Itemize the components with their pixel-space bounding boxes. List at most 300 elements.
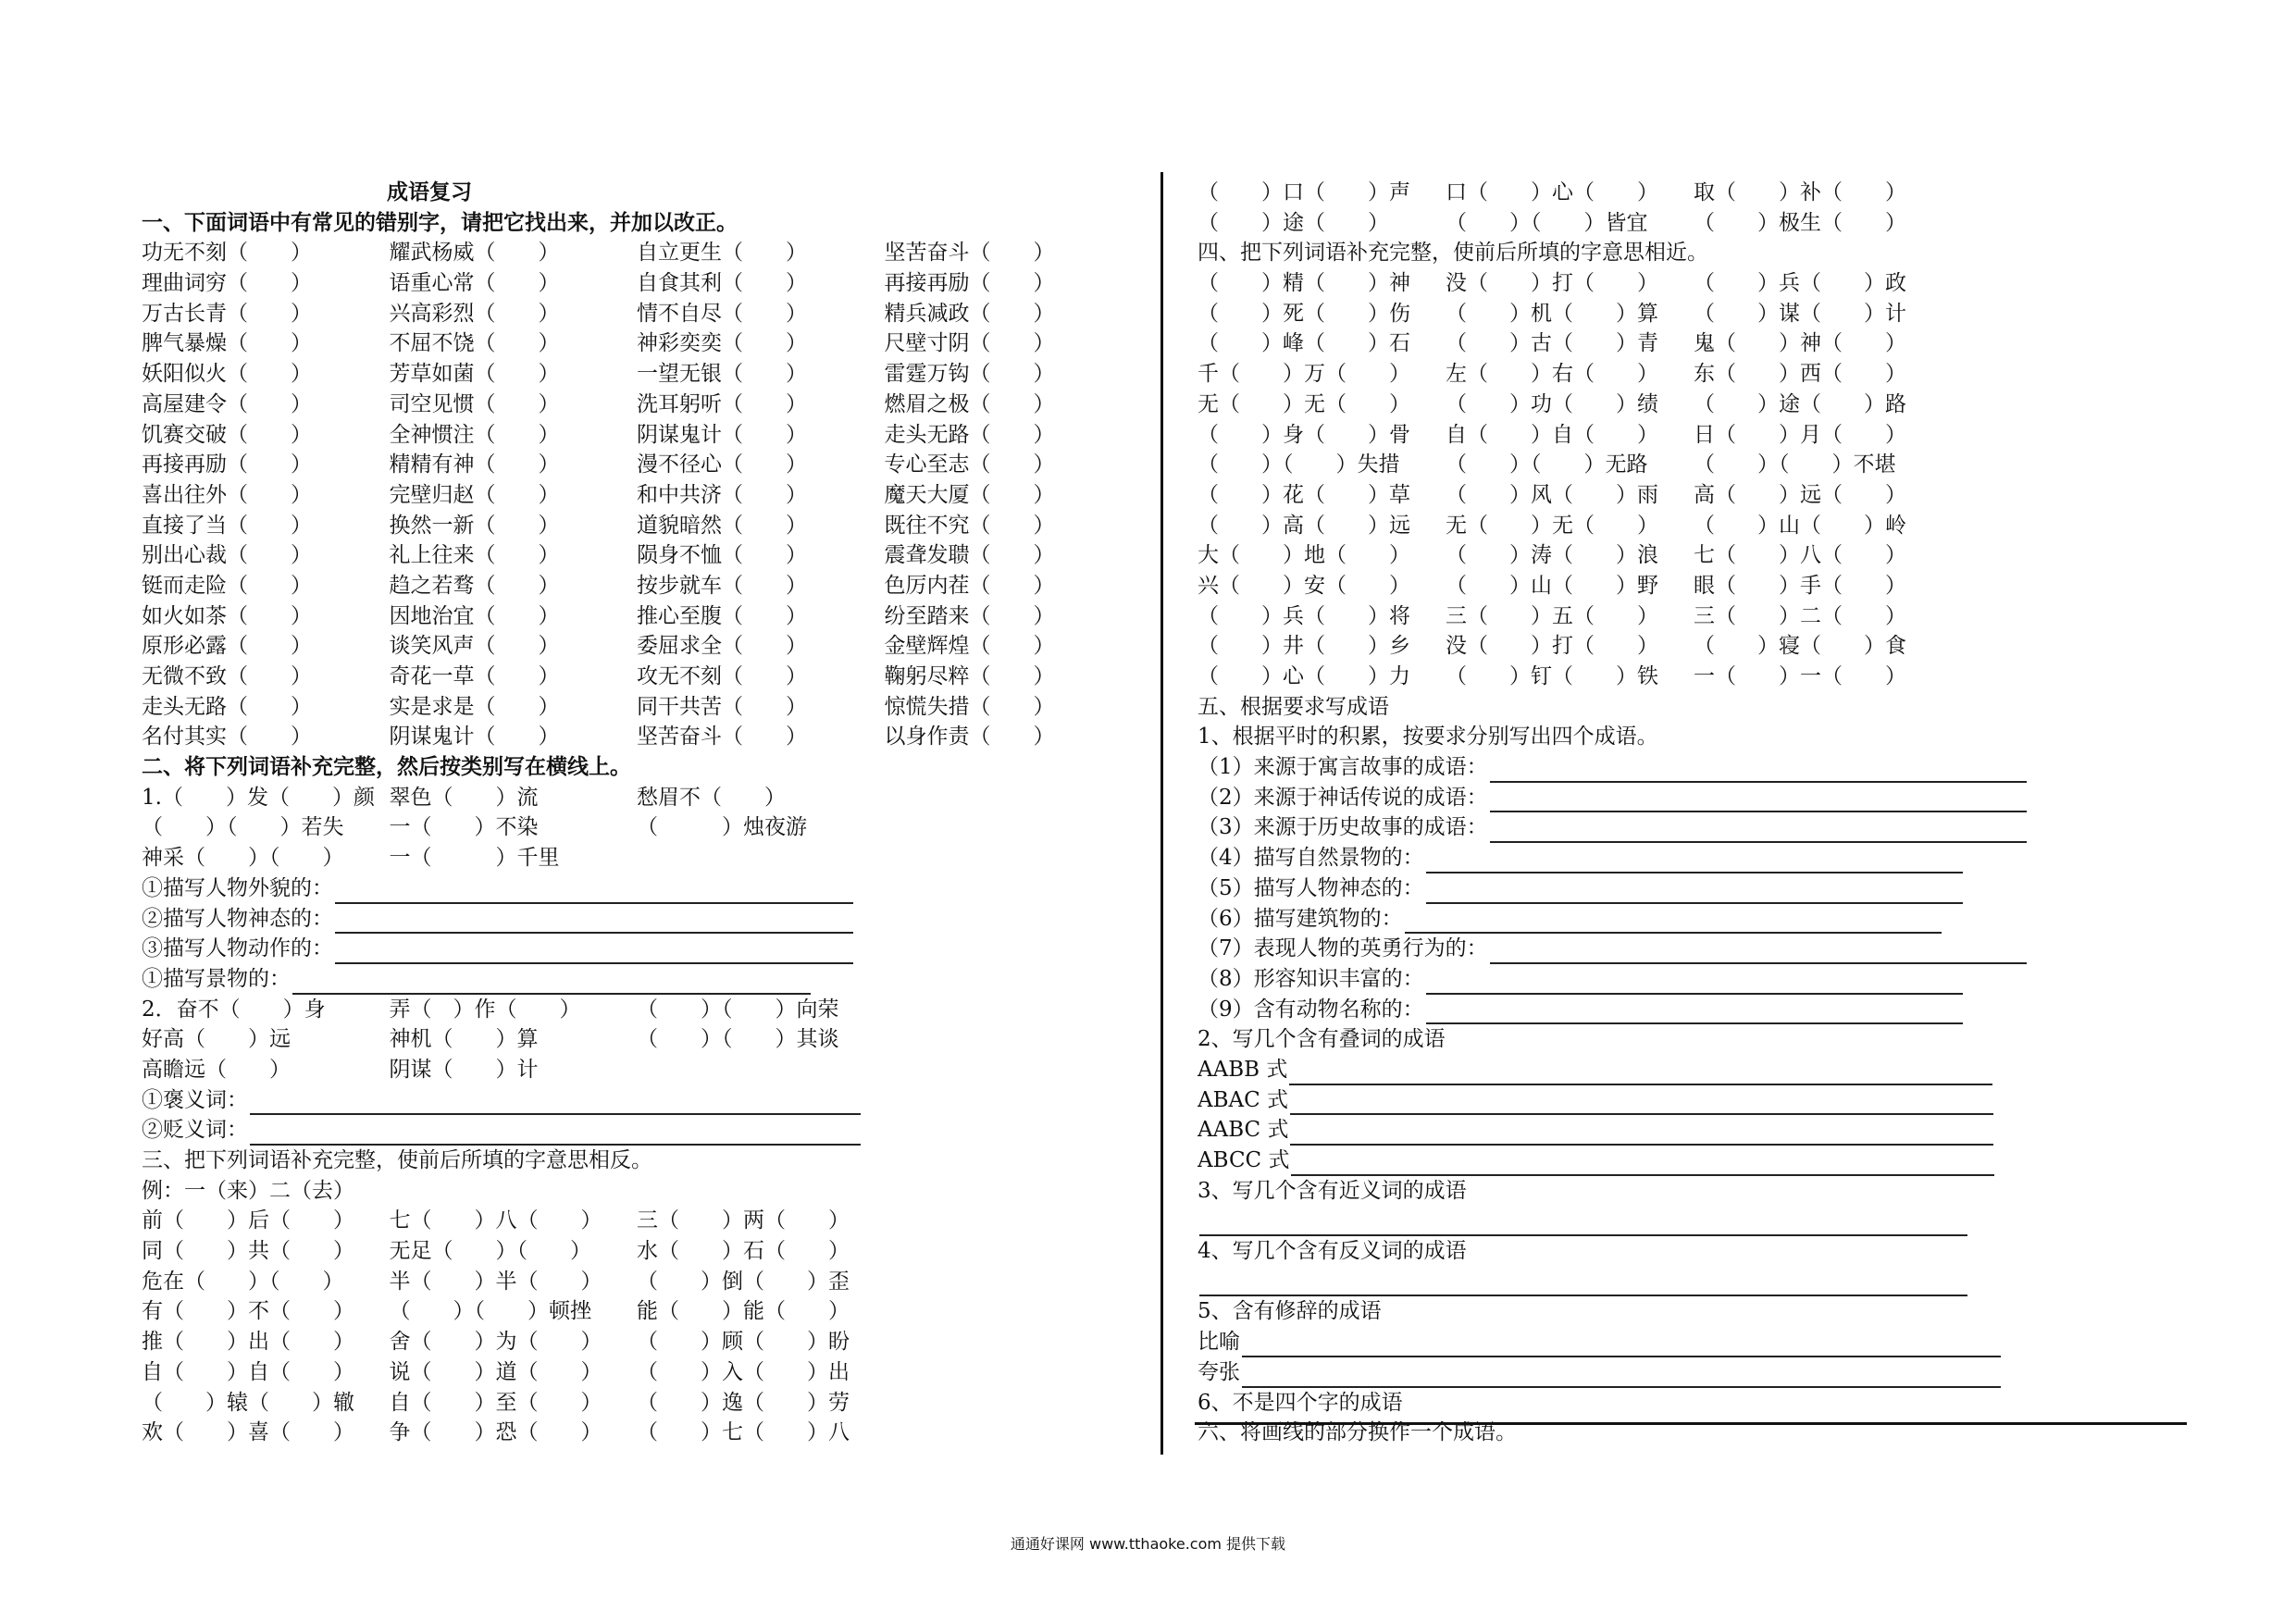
idiom-cell: （ ）（ ）其谈: [637, 1027, 839, 1052]
idiom-cell: 推心至腹（ ）: [637, 603, 807, 628]
right-answer-line: [1198, 1357, 2190, 1388]
answer-blank[interactable]: [335, 910, 853, 934]
left-row: [142, 480, 1132, 511]
left-answer-line: [142, 1085, 1132, 1116]
idiom-cell: 日（ ）月（ ）: [1694, 422, 1906, 447]
answer-blank[interactable]: [1426, 849, 1963, 873]
right-row: [1198, 299, 2190, 329]
left-row: [142, 1327, 1132, 1357]
right-row: [1198, 268, 2190, 299]
answer-blank[interactable]: [1242, 1333, 2001, 1357]
idiom-cell: 高屋建令（ ）: [142, 391, 312, 416]
left-row: [142, 1296, 1132, 1327]
idiom-cell: 自（ ）至（ ）: [389, 1390, 602, 1415]
idiom-cell: 燃眉之极（ ）: [884, 391, 1055, 416]
idiom-cell: [1942, 420, 2190, 451]
idiom-cell: 自食其利（ ）: [637, 271, 807, 296]
idiom-cell: （ ）途（ ）: [1198, 210, 1389, 235]
left-row: [142, 238, 1132, 268]
left-row: [142, 359, 1132, 390]
idiom-cell: 同（ ）共（ ）: [142, 1239, 354, 1264]
idiom-cell: [1942, 299, 2190, 329]
idiom-cell: 震聋发聩（ ）: [884, 543, 1055, 568]
idiom-cell: （ ）极生（ ）: [1694, 210, 1906, 235]
idiom-cell: [1942, 328, 2190, 359]
right-answer-line: [1198, 783, 2190, 813]
answer-blank[interactable]: [1490, 819, 2027, 843]
idiom-cell: （ ）山（ ）岭: [1694, 513, 1906, 538]
idiom-cell: 兴高彩烈（ ）: [389, 301, 560, 326]
right-row: [1198, 480, 2190, 511]
left-row: [142, 601, 1132, 632]
right-text: 1、根据平时的积累，按要求分别写出四个成语。: [1198, 725, 1658, 750]
idiom-cell: 阴谋鬼计（ ）: [389, 725, 560, 750]
right-text: 5、含有修辞的成语: [1198, 1299, 1382, 1324]
right-answer-line: [1198, 904, 2190, 935]
idiom-cell: 妖阳似火（ ）: [142, 362, 312, 387]
idiom-cell: （ ）（ ）顿挫: [389, 1299, 591, 1324]
idiom-cell: [885, 1055, 1133, 1085]
left-text: 三、把下列词语补充完整，使前后所填的字意思相反。: [142, 1148, 652, 1172]
answer-label: ①描写景物的：: [142, 966, 291, 991]
idiom-cell: 纷至踏来（ ）: [884, 603, 1055, 628]
idiom-cell: 一（ ）千里: [389, 846, 560, 871]
idiom-cell: 精兵减政（ ）: [884, 301, 1055, 326]
section-heading: 一、下面词语中有常见的错别字，请把它找出来，并加以改正。: [142, 210, 738, 235]
idiom-cell: 耀武杨威（ ）: [389, 241, 560, 266]
right-answer-line: [1198, 873, 2190, 904]
idiom-cell: 推（ ）出（ ）: [142, 1330, 354, 1355]
idiom-cell: 水（ ）石（ ）: [637, 1239, 850, 1264]
idiom-cell: 取（ ）补（ ）: [1694, 180, 1906, 204]
answer-label: （4）描写自然景物的：: [1198, 846, 1424, 871]
left-answer-line: [142, 873, 1132, 904]
left-row: [142, 843, 1132, 873]
idiom-cell: 坚苦奋斗（ ）: [637, 725, 807, 750]
idiom-cell: （ ）谋（ ）计: [1694, 301, 1906, 326]
idiom-cell: 三（ ）两（ ）: [637, 1208, 850, 1233]
idiom-cell: 兴（ ）安（ ）: [1198, 573, 1410, 598]
idiom-cell: 大（ ）地（ ）: [1198, 543, 1410, 568]
left-row: [142, 995, 1132, 1025]
idiom-cell: [637, 843, 885, 873]
idiom-cell: 危在（ ）（ ）: [142, 1269, 344, 1294]
idiom-cell: 鞠躬尽粹（ ）: [884, 664, 1055, 688]
idiom-cell: （ ）精（ ）神: [1198, 271, 1410, 296]
answer-label: （2）来源于神话传说的成语：: [1198, 785, 1488, 810]
idiom-cell: 好高（ ）远: [142, 1027, 291, 1052]
idiom-cell: 情不自尽（ ）: [637, 301, 807, 326]
idiom-cell: 没（ ）打（ ）: [1446, 271, 1658, 296]
idiom-cell: （ ）古（ ）青: [1446, 331, 1658, 356]
right-text: 3、写几个含有近义词的成语: [1198, 1178, 1467, 1203]
idiom-cell: 别出心裁（ ）: [142, 543, 312, 568]
idiom-cell: [1942, 450, 2190, 480]
right-row: [1198, 328, 2190, 359]
idiom-cell: 色厉内茬（ ）: [884, 573, 1055, 598]
right-answer-line: [1198, 752, 2190, 783]
right-answer-line: [1198, 812, 2190, 843]
answer-blank[interactable]: [1490, 940, 2027, 964]
right-answer-line: [1198, 1055, 2190, 1085]
section-heading: 二、将下列词语补充完整，然后按类别写在横线上。: [142, 755, 631, 780]
right-row: [1198, 420, 2190, 451]
idiom-cell: （ ）逸（ ）劳: [637, 1390, 850, 1415]
answer-label: ①褒义词：: [142, 1087, 248, 1112]
right-answer-line: [1198, 1115, 2190, 1146]
idiom-cell: 完壁归赵（ ）: [389, 482, 560, 507]
idiom-cell: [885, 783, 1133, 813]
idiom-cell: 如火如茶（ ）: [142, 603, 312, 628]
left-row: [142, 783, 1132, 813]
idiom-cell: （ ）机（ ）算: [1446, 301, 1658, 326]
right-row: [1198, 450, 2190, 480]
idiom-cell: （ ）（ ）不堪: [1694, 452, 1896, 477]
idiom-cell: 口（ ）心（ ）: [1446, 180, 1658, 204]
idiom-cell: [885, 1024, 1133, 1055]
left-row: [142, 722, 1132, 752]
left-row: [142, 1236, 1132, 1267]
left-row: [142, 631, 1132, 662]
idiom-cell: 千（ ）万（ ）: [1198, 362, 1410, 387]
idiom-cell: 不屈不饶（ ）: [389, 331, 560, 356]
idiom-cell: （ ）倒（ ）歪: [637, 1269, 850, 1294]
right-row: [1198, 631, 2190, 662]
idiom-cell: 说（ ）道（ ）: [389, 1359, 602, 1384]
answer-label: AABC 式: [1198, 1118, 1289, 1143]
idiom-cell: 饥赛交破（ ）: [142, 422, 312, 447]
idiom-cell: 漫不径心（ ）: [637, 452, 807, 477]
left-row: [142, 511, 1132, 541]
left-answer-line: [142, 904, 1132, 935]
right-answer-line: [1198, 1267, 2190, 1297]
idiom-cell: 高瞻远（ ）: [142, 1057, 291, 1082]
right-answer-line: [1198, 1206, 2190, 1236]
answer-label: （8）形容知识丰富的：: [1198, 966, 1424, 991]
left-text: 例：一（来）二（去）: [142, 1178, 354, 1203]
idiom-cell: （ ）山（ ）野: [1446, 573, 1658, 598]
left-row: [142, 662, 1132, 692]
idiom-cell: 自（ ）自（ ）: [142, 1359, 354, 1384]
idiom-cell: [1942, 571, 2190, 601]
idiom-cell: 理曲词穷（ ）: [142, 271, 312, 296]
idiom-cell: （ ）钉（ ）铁: [1446, 664, 1658, 688]
idiom-cell: 精精有神（ ）: [389, 452, 560, 477]
idiom-cell: （ ）井（ ）乡: [1198, 634, 1410, 659]
left-row: [142, 1024, 1132, 1055]
answer-blank[interactable]: [335, 880, 853, 904]
idiom-cell: [885, 1418, 1133, 1448]
right-text: 六、将画线的部分换作一个成语。: [1198, 1420, 1517, 1445]
idiom-cell: 既往不究（ ）: [884, 513, 1055, 538]
idiom-cell: （ ）心（ ）力: [1198, 664, 1410, 688]
right-row: [1198, 601, 2190, 632]
idiom-cell: 万古长青（ ）: [142, 301, 312, 326]
answer-blank[interactable]: [1490, 788, 2027, 812]
idiom-cell: 无（ ）无（ ）: [1446, 513, 1658, 538]
left-row: [142, 420, 1132, 451]
idiom-cell: [637, 1055, 885, 1085]
left-row: [142, 1267, 1132, 1297]
idiom-cell: 走头无路（ ）: [884, 422, 1055, 447]
idiom-cell: （ ）（ ）失措: [1198, 452, 1400, 477]
worksheet-title: 成语复习: [387, 180, 472, 204]
idiom-cell: （ ）兵（ ）将: [1198, 603, 1410, 628]
idiom-cell: 七（ ）八（ ）: [1694, 543, 1906, 568]
idiom-cell: 神采（ ）（ ）: [142, 846, 344, 871]
answer-blank[interactable]: [1199, 1212, 1967, 1236]
right-row: [1198, 571, 2190, 601]
idiom-cell: 鬼（ ）神（ ）: [1694, 331, 1906, 356]
left-row: [142, 268, 1132, 299]
idiom-cell: 换然一新（ ）: [389, 513, 560, 538]
answer-blank[interactable]: [250, 1121, 861, 1146]
idiom-cell: 七（ ）八（ ）: [389, 1208, 602, 1233]
idiom-cell: 三（ ）五（ ）: [1446, 603, 1658, 628]
idiom-cell: 眼（ ）手（ ）: [1694, 573, 1906, 598]
right-text: 五、根据要求写成语: [1198, 694, 1389, 719]
idiom-cell: 谈笑风声（ ）: [389, 634, 560, 659]
left-answer-line: [142, 1115, 1132, 1146]
right-text: 4、写几个含有反义词的成语: [1198, 1239, 1467, 1264]
idiom-cell: 2．奋不（ ）身: [142, 997, 326, 1022]
idiom-cell: 弄（ ）作（ ）: [389, 997, 581, 1022]
left-column: [142, 178, 1132, 1448]
idiom-cell: [1942, 631, 2190, 662]
answer-blank[interactable]: [1405, 910, 1942, 934]
right-answer-line: [1198, 1146, 2190, 1176]
right-row: [1198, 359, 2190, 390]
section-rule: [1195, 1422, 2187, 1425]
idiom-cell: 洗耳躬听（ ）: [637, 391, 807, 416]
answer-blank[interactable]: [1426, 1000, 1963, 1024]
idiom-cell: 直接了当（ ）: [142, 513, 312, 538]
left-row: [142, 692, 1132, 723]
idiom-cell: 铤而走险（ ）: [142, 573, 312, 598]
answer-label: （5）描写人物神态的：: [1198, 875, 1424, 900]
answer-blank[interactable]: [1426, 971, 1963, 995]
idiom-cell: 同干共苦（ ）: [637, 694, 807, 719]
idiom-cell: 阴谋（ ）计: [389, 1057, 539, 1082]
answer-blank[interactable]: [1242, 1364, 2001, 1388]
left-row: [142, 390, 1132, 420]
idiom-cell: 按步就车（ ）: [637, 573, 807, 598]
idiom-cell: 阴谋鬼计（ ）: [637, 422, 807, 447]
idiom-cell: [885, 843, 1133, 873]
idiom-cell: 芳草如菌（ ）: [389, 362, 560, 387]
idiom-cell: 实是求是（ ）: [389, 694, 560, 719]
idiom-cell: 欢（ ）喜（ ）: [142, 1420, 354, 1445]
idiom-cell: （ ）高（ ）远: [1198, 513, 1410, 538]
left-answer-line: [142, 964, 1132, 995]
idiom-cell: 原形必露（ ）: [142, 634, 312, 659]
idiom-cell: （ ）七（ ）八: [637, 1420, 850, 1445]
answer-blank[interactable]: [250, 1091, 861, 1115]
right-row: [1198, 540, 2190, 571]
idiom-cell: （ ）途（ ）路: [1694, 391, 1906, 416]
right-row: [1198, 390, 2190, 420]
right-row: [1198, 662, 2190, 692]
idiom-cell: 有（ ）不（ ）: [142, 1299, 354, 1324]
answer-label: ABAC 式: [1198, 1087, 1289, 1112]
answer-label: AABB 式: [1198, 1057, 1288, 1082]
left-row: [142, 299, 1132, 329]
left-row: [142, 1055, 1132, 1085]
idiom-cell: [885, 1236, 1133, 1267]
idiom-cell: 1.（ ）发（ ）颜: [142, 785, 375, 810]
idiom-cell: 脾气暴燥（ ）: [142, 331, 312, 356]
idiom-cell: 功无不刻（ ）: [142, 241, 312, 266]
idiom-cell: （ ）顾（ ）盼: [637, 1330, 850, 1355]
idiom-cell: 没（ ）打（ ）: [1446, 634, 1658, 659]
answer-label: （3）来源于历史故事的成语：: [1198, 815, 1488, 840]
idiom-cell: [1942, 208, 2190, 239]
answer-blank[interactable]: [1290, 1121, 1993, 1146]
idiom-cell: 奇花一草（ ）: [389, 664, 560, 688]
answer-blank[interactable]: [1199, 1272, 1967, 1296]
idiom-cell: 自立更生（ ）: [637, 241, 807, 266]
right-text: 6、不是四个字的成语: [1198, 1390, 1403, 1415]
idiom-cell: （ ）身（ ）骨: [1198, 422, 1410, 447]
idiom-cell: 金壁辉煌（ ）: [884, 634, 1055, 659]
idiom-cell: （ ）兵（ ）政: [1694, 271, 1906, 296]
idiom-cell: 陨身不恤（ ）: [637, 543, 807, 568]
answer-blank[interactable]: [335, 940, 853, 964]
idiom-cell: （ ）辕（ ）辙: [142, 1390, 354, 1415]
left-row: [142, 450, 1132, 480]
idiom-cell: 一望无银（ ）: [637, 362, 807, 387]
idiom-cell: 趋之若骛（ ）: [389, 573, 560, 598]
idiom-cell: [1942, 178, 2190, 208]
idiom-cell: 礼上往来（ ）: [389, 543, 560, 568]
answer-label: ③描写人物动作的：: [142, 936, 333, 961]
left-row: [142, 1418, 1132, 1448]
idiom-cell: 因地治宜（ ）: [389, 603, 560, 628]
idiom-cell: 坚苦奋斗（ ）: [884, 241, 1055, 266]
page-footer: 通通好课网 www.tthaoke.com 提供下载: [1010, 1535, 1286, 1553]
answer-blank[interactable]: [292, 971, 811, 995]
idiom-cell: 名付其实（ ）: [142, 725, 312, 750]
left-row: [142, 328, 1132, 359]
answer-label: ABCC 式: [1198, 1148, 1290, 1172]
idiom-cell: 前（ ）后（ ）: [142, 1208, 354, 1233]
answer-blank[interactable]: [1289, 1061, 1992, 1085]
idiom-cell: 半（ ）半（ ）: [389, 1269, 602, 1294]
idiom-cell: （ ）花（ ）草: [1198, 482, 1410, 507]
left-row: [142, 812, 1132, 843]
answer-blank[interactable]: [1291, 1152, 1994, 1176]
idiom-cell: 神彩奕奕（ ）: [637, 331, 807, 356]
idiom-cell: 一（ ）一（ ）: [1694, 664, 1906, 688]
idiom-cell: 无（ ）无（ ）: [1198, 391, 1410, 416]
idiom-cell: （ ）烛夜游: [637, 815, 807, 840]
idiom-cell: （ ）涛（ ）浪: [1446, 543, 1658, 568]
right-answer-line: [1198, 843, 2190, 873]
answer-label: ②贬义词：: [142, 1118, 248, 1143]
idiom-cell: 攻无不刻（ ）: [637, 664, 807, 688]
left-answer-line: [142, 934, 1132, 964]
idiom-cell: [885, 1388, 1133, 1419]
idiom-cell: [1942, 511, 2190, 541]
idiom-cell: （ ）（ ）若失: [142, 815, 344, 840]
left-row: [142, 1206, 1132, 1236]
idiom-cell: （ ）（ ）向荣: [637, 997, 839, 1022]
right-answer-line: [1198, 1085, 2190, 1116]
right-row: [1198, 511, 2190, 541]
right-row: [1198, 208, 2190, 239]
idiom-cell: （ ）（ ）皆宜: [1446, 210, 1648, 235]
idiom-cell: [885, 1206, 1133, 1236]
idiom-cell: 自（ ）自（ ）: [1446, 422, 1658, 447]
right-text: 四、把下列词语补充完整，使前后所填的字意思相近。: [1198, 241, 1708, 266]
idiom-cell: 舍（ ）为（ ）: [389, 1330, 602, 1355]
answer-label: 夸张: [1198, 1359, 1240, 1384]
left-row: [142, 571, 1132, 601]
answer-label: （9）含有动物名称的：: [1198, 997, 1424, 1022]
idiom-cell: （ ）寝（ ）食: [1694, 634, 1906, 659]
idiom-cell: （ ）（ ）无路: [1446, 452, 1648, 477]
idiom-cell: 再接再励（ ）: [142, 452, 312, 477]
idiom-cell: 能（ ）能（ ）: [637, 1299, 850, 1324]
idiom-cell: [885, 1296, 1133, 1327]
idiom-cell: 东（ ）西（ ）: [1694, 362, 1906, 387]
idiom-cell: [885, 812, 1133, 843]
answer-blank[interactable]: [1290, 1091, 1993, 1115]
idiom-cell: 高（ ）远（ ）: [1694, 482, 1906, 507]
idiom-cell: 争（ ）恐（ ）: [389, 1420, 602, 1445]
idiom-cell: 专心至志（ ）: [884, 452, 1055, 477]
idiom-cell: 再接再励（ ）: [884, 271, 1055, 296]
idiom-cell: 魔天大厦（ ）: [884, 482, 1055, 507]
answer-label: ②描写人物神态的：: [142, 906, 333, 931]
right-answer-line: [1198, 1327, 2190, 1357]
right-row: [1198, 178, 2190, 208]
answer-blank[interactable]: [1490, 759, 2027, 783]
idiom-cell: 惊慌失措（ ）: [884, 694, 1055, 719]
answer-label: （7）表现人物的英勇行为的：: [1198, 936, 1488, 961]
idiom-cell: 无微不致（ ）: [142, 664, 312, 688]
idiom-cell: （ ）峰（ ）石: [1198, 331, 1410, 356]
left-row: [142, 1357, 1132, 1388]
idiom-cell: 委屈求全（ ）: [637, 634, 807, 659]
idiom-cell: 以身作责（ ）: [884, 725, 1055, 750]
idiom-cell: [1942, 480, 2190, 511]
idiom-cell: 语重心常（ ）: [389, 271, 560, 296]
idiom-cell: （ ）口（ ）声: [1198, 180, 1410, 204]
right-answer-line: [1198, 934, 2190, 964]
idiom-cell: 走头无路（ ）: [142, 694, 312, 719]
right-answer-line: [1198, 964, 2190, 995]
idiom-cell: 左（ ）右（ ）: [1446, 362, 1658, 387]
answer-blank[interactable]: [1426, 880, 1963, 904]
idiom-cell: 翠色（ ）流: [389, 785, 539, 810]
idiom-cell: （ ）死（ ）伤: [1198, 301, 1410, 326]
column-divider: [1160, 172, 1163, 1455]
idiom-cell: 全神惯注（ ）: [389, 422, 560, 447]
idiom-cell: 喜出往外（ ）: [142, 482, 312, 507]
idiom-cell: 一（ ）不染: [389, 815, 539, 840]
idiom-cell: 道貌暗然（ ）: [637, 513, 807, 538]
right-column: [1198, 178, 2190, 1448]
idiom-cell: 无足（ ）（ ）: [389, 1239, 591, 1264]
idiom-cell: 三（ ）二（ ）: [1694, 603, 1906, 628]
answer-label: （6）描写建筑物的：: [1198, 906, 1403, 931]
left-row: [142, 1388, 1132, 1419]
idiom-cell: （ ）入（ ）出: [637, 1359, 850, 1384]
answer-label: （1）来源于寓言故事的成语：: [1198, 755, 1488, 780]
idiom-cell: [1942, 601, 2190, 632]
idiom-cell: 司空见惯（ ）: [389, 391, 560, 416]
